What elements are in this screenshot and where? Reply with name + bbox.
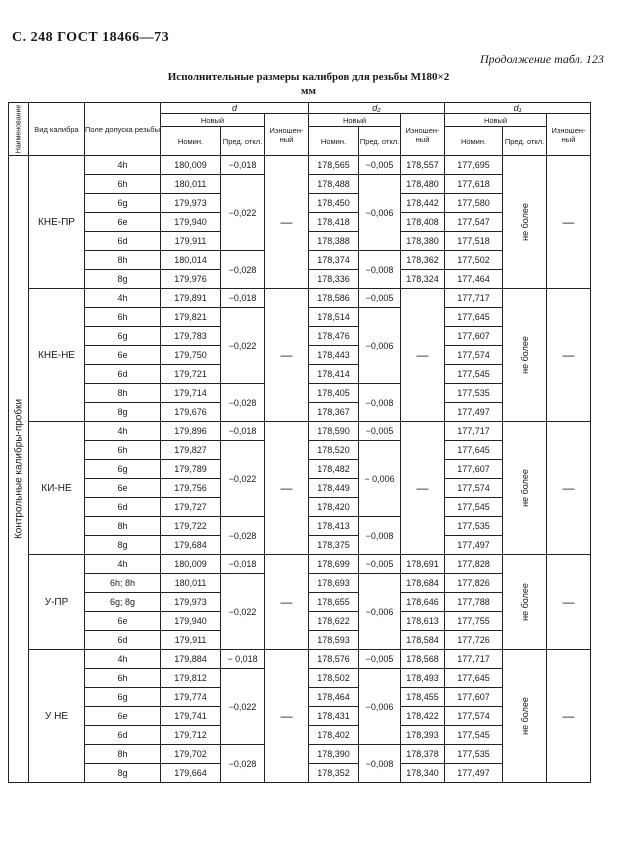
d2-deviation: −0,008 [359,251,401,289]
d-nominal: 179,783 [161,327,221,346]
d-deviation: −0,018 [221,289,265,308]
d2-nominal: 178,388 [309,232,359,251]
table-title-text: Исполнительные размеры калибров для резьбы М180×2 [167,71,450,83]
d-deviation: −0,018 [221,422,265,441]
tolerance-field: 6h [85,175,161,194]
d2-deviation: −0,005 [359,650,401,669]
d-deviation: −0,028 [221,517,265,555]
d1-nom: Номин. [445,127,503,156]
tolerance-field: 6e [85,707,161,726]
d1-nominal: 177,518 [445,232,503,251]
d-nominal: 179,821 [161,308,221,327]
d1-nominal: 177,502 [445,251,503,270]
d2-nominal: 178,655 [309,593,359,612]
side-label [9,156,29,783]
d2-nominal: 178,502 [309,669,359,688]
d-worn: — [265,422,309,555]
d1-nominal: 177,695 [445,156,503,175]
col-d1: d₁ [445,103,591,114]
d1-nominal: 177,580 [445,194,503,213]
tolerance-field: 8g [85,764,161,783]
col-d2: d₂ [309,103,445,114]
d2-nominal: 178,402 [309,726,359,745]
tolerance-field: 8h [85,251,161,270]
tolerance-field: 6h [85,669,161,688]
d-nominal: 179,789 [161,460,221,479]
d-nominal: 179,714 [161,384,221,403]
d2-worn: 178,324 [401,270,445,289]
d-deviation: −0,028 [221,251,265,289]
d1-nominal: 177,497 [445,536,503,555]
d2-worn: 178,442 [401,194,445,213]
not-more-label: не более [519,336,530,374]
d1-nominal: 177,574 [445,346,503,365]
col-vid: Вид калибра [29,103,85,156]
d2-nominal: 178,482 [309,460,359,479]
d-nominal: 179,722 [161,517,221,536]
calibre-type: У НЕ [29,650,85,783]
d2-worn: 178,340 [401,764,445,783]
tolerance-field: 8h [85,517,161,536]
d1-nominal: 177,545 [445,365,503,384]
d2-nominal: 178,590 [309,422,359,441]
d-new: Новый [161,114,265,127]
d2-worn: 178,568 [401,650,445,669]
d2-worn: 178,684 [401,574,445,593]
d-nominal: 179,973 [161,194,221,213]
not-more-label: не более [519,469,530,507]
d2-nominal: 178,336 [309,270,359,289]
d1-nominal: 177,464 [445,270,503,289]
d-nominal: 180,011 [161,175,221,194]
d-nominal: 179,712 [161,726,221,745]
d-worn: — [265,156,309,289]
tolerance-field: 6e [85,213,161,232]
d1-nominal: 177,535 [445,517,503,536]
d2-nominal: 178,390 [309,745,359,764]
d-nominal: 180,009 [161,156,221,175]
d-worn: Изношен-ный [265,114,309,156]
tolerance-field: 6d [85,726,161,745]
d-nominal: 179,884 [161,650,221,669]
tolerance-field: 6d [85,498,161,517]
d-nominal: 179,812 [161,669,221,688]
d-nominal: 180,014 [161,251,221,270]
d-nominal: 179,756 [161,479,221,498]
tolerance-field: 4h [85,289,161,308]
d-nom: Номин. [161,127,221,156]
tolerance-field: 6e [85,479,161,498]
d2-deviation: −0,005 [359,555,401,574]
tolerance-field: 8g [85,403,161,422]
d-nominal: 179,774 [161,688,221,707]
d1-worn: Изношен-ный [547,114,591,156]
d1-dev: Пред. откл. [503,127,547,156]
d-nominal: 180,009 [161,555,221,574]
d1-deviation [503,422,547,555]
d2-worn: 178,493 [401,669,445,688]
d-deviation: −0,022 [221,308,265,384]
table-row [9,156,591,175]
tolerance-field: 6g [85,688,161,707]
d-deviation: −0,022 [221,175,265,251]
calibre-type: У-ПР [29,555,85,650]
d2-nominal: 178,414 [309,365,359,384]
d-nominal: 180,011 [161,574,221,593]
d1-nominal: 177,645 [445,669,503,688]
d2-worn: 178,480 [401,175,445,194]
tolerance-field: 6g [85,327,161,346]
d1-deviation [503,555,547,650]
d2-nominal: 178,514 [309,308,359,327]
d-nominal: 179,664 [161,764,221,783]
table-row [9,422,591,441]
d2-nominal: 178,520 [309,441,359,460]
d1-nominal: 177,645 [445,441,503,460]
d1-worn: — [547,289,591,422]
d1-nominal: 177,717 [445,650,503,669]
d2-deviation: −0,006 [359,669,401,745]
continuation-note: Продолжение табл. 123 [480,52,604,66]
d2-nominal: 178,443 [309,346,359,365]
d2-nominal: 178,367 [309,403,359,422]
tolerance-field: 6d [85,631,161,650]
d2-nominal: 178,488 [309,175,359,194]
not-more-label: не более [519,203,530,241]
d-deviation: −0,028 [221,745,265,783]
d2-deviation: − 0,006 [359,441,401,517]
d1-nominal: 177,788 [445,593,503,612]
d1-nominal: 177,535 [445,745,503,764]
d-nominal: 179,911 [161,232,221,251]
d-nominal: 179,727 [161,498,221,517]
d1-nominal: 177,545 [445,498,503,517]
d2-nominal: 178,431 [309,707,359,726]
tolerance-field: 6g [85,194,161,213]
d1-nominal: 177,547 [445,213,503,232]
tolerance-field: 4h [85,156,161,175]
d1-nominal: 177,574 [445,479,503,498]
d2-deviation: −0,006 [359,175,401,251]
d-nominal: 179,827 [161,441,221,460]
d2-worn: 178,646 [401,593,445,612]
d2-deviation: −0,006 [359,308,401,384]
d2-nominal: 178,576 [309,650,359,669]
tolerance-field: 8h [85,384,161,403]
not-more-label: не более [519,697,530,735]
table-unit: мм [301,85,316,97]
d2-nominal: 178,405 [309,384,359,403]
d1-new: Новый [445,114,547,127]
d-nominal: 179,721 [161,365,221,384]
d1-nominal: 177,755 [445,612,503,631]
d-worn: — [265,555,309,650]
d2-nominal: 178,450 [309,194,359,213]
tolerance-field: 6h [85,441,161,460]
calibre-type: КНЕ-НЕ [29,289,85,422]
d1-nominal: 177,645 [445,308,503,327]
d2-nominal: 178,413 [309,517,359,536]
d2-worn: 178,380 [401,232,445,251]
d1-nominal: 177,717 [445,422,503,441]
d-worn: — [265,289,309,422]
d2-worn: 178,455 [401,688,445,707]
tolerance-field: 6h [85,308,161,327]
d2-worn: 178,613 [401,612,445,631]
d2-worn: 178,378 [401,745,445,764]
d-deviation: −0,018 [221,156,265,175]
d2-worn: 178,422 [401,707,445,726]
d1-nominal: 177,607 [445,460,503,479]
d2-deviation: −0,008 [359,745,401,783]
tolerance-field: 6d [85,365,161,384]
d2-deviation: −0,006 [359,574,401,650]
d-nominal: 179,973 [161,593,221,612]
d1-nominal: 177,497 [445,403,503,422]
d2-deviation: −0,008 [359,384,401,422]
col-naimenovanie: Наименование [9,103,29,156]
tolerance-field: 8g [85,536,161,555]
d2-nominal: 178,418 [309,213,359,232]
d2-nominal: 178,352 [309,764,359,783]
d2-worn: 178,584 [401,631,445,650]
d1-nominal: 177,607 [445,327,503,346]
d2-worn: 178,362 [401,251,445,270]
d1-worn: — [547,156,591,289]
calibre-type: КИ-НЕ [29,422,85,555]
d-nominal: 179,896 [161,422,221,441]
d-deviation: −0,022 [221,669,265,745]
table-row [9,650,591,669]
d2-nominal: 178,464 [309,688,359,707]
d1-nominal: 177,826 [445,574,503,593]
tolerance-field: 6e [85,346,161,365]
d-nominal: 179,741 [161,707,221,726]
d-nominal: 179,911 [161,631,221,650]
d1-nominal: 177,618 [445,175,503,194]
d2-nominal: 178,565 [309,156,359,175]
d1-nominal: 177,717 [445,289,503,308]
d2-worn: 178,557 [401,156,445,175]
d-deviation: −0,022 [221,441,265,517]
d1-nominal: 177,545 [445,726,503,745]
d-nominal: 179,891 [161,289,221,308]
d2-worn: Изношен-ный [401,114,445,156]
d2-nom: Номин. [309,127,359,156]
d-nominal: 179,676 [161,403,221,422]
d-nominal: 179,940 [161,612,221,631]
d2-nominal: 178,420 [309,498,359,517]
d1-worn: — [547,422,591,555]
d1-deviation [503,650,547,783]
d1-nominal: 177,535 [445,384,503,403]
tolerance-field: 8h [85,745,161,764]
table-title [0,70,617,98]
d-nominal: 179,976 [161,270,221,289]
d2-deviation: −0,005 [359,156,401,175]
d2-deviation: −0,005 [359,289,401,308]
d-deviation: −0,028 [221,384,265,422]
d1-worn: — [547,555,591,650]
d1-worn: — [547,650,591,783]
d-deviation: −0,018 [221,555,265,574]
d2-deviation: −0,008 [359,517,401,555]
d2-nominal: 178,586 [309,289,359,308]
d2-deviation: −0,005 [359,422,401,441]
d-nominal: 179,702 [161,745,221,764]
d2-worn: 178,408 [401,213,445,232]
tolerance-field: 8g [85,270,161,289]
tolerance-field: 6d [85,232,161,251]
d2-worn: 178,393 [401,726,445,745]
col-pole: Поле допуска резьбы [85,103,161,156]
d2-worn: — [401,289,445,422]
tolerance-field: 6e [85,612,161,631]
d2-new: Новый [309,114,401,127]
table-row [9,289,591,308]
d2-nominal: 178,593 [309,631,359,650]
d1-nominal: 177,574 [445,707,503,726]
calibre-type: КНЕ-ПР [29,156,85,289]
d1-nominal: 177,497 [445,764,503,783]
d2-nominal: 178,449 [309,479,359,498]
tolerance-field: 4h [85,650,161,669]
tolerance-field: 4h [85,555,161,574]
col-d: d [161,103,309,114]
tolerance-field: 6g [85,460,161,479]
d2-worn: 178,691 [401,555,445,574]
d-nominal: 179,940 [161,213,221,232]
d2-worn: — [401,422,445,555]
d2-nominal: 178,693 [309,574,359,593]
d2-dev: Пред. откл. [359,127,401,156]
d2-nominal: 178,375 [309,536,359,555]
d-nominal: 179,684 [161,536,221,555]
d-deviation: −0,022 [221,574,265,650]
d1-deviation [503,289,547,422]
d-worn: — [265,650,309,783]
d1-deviation [503,156,547,289]
d1-nominal: 177,828 [445,555,503,574]
d2-nominal: 178,476 [309,327,359,346]
calibre-table [8,102,591,783]
not-more-label: не более [519,583,530,621]
page-header: С. 248 ГОСТ 18466—73 [12,30,170,45]
d-nominal: 179,750 [161,346,221,365]
table-row [9,555,591,574]
d-dev: Пред. откл. [221,127,265,156]
d2-nominal: 178,699 [309,555,359,574]
tolerance-field: 6h; 8h [85,574,161,593]
d1-nominal: 177,607 [445,688,503,707]
side-label-text: Контрольные калибры-пробки [13,398,24,540]
d-deviation: − 0,018 [221,650,265,669]
d1-nominal: 177,726 [445,631,503,650]
tolerance-field: 6g; 8g [85,593,161,612]
d2-nominal: 178,374 [309,251,359,270]
tolerance-field: 4h [85,422,161,441]
d2-nominal: 178,622 [309,612,359,631]
